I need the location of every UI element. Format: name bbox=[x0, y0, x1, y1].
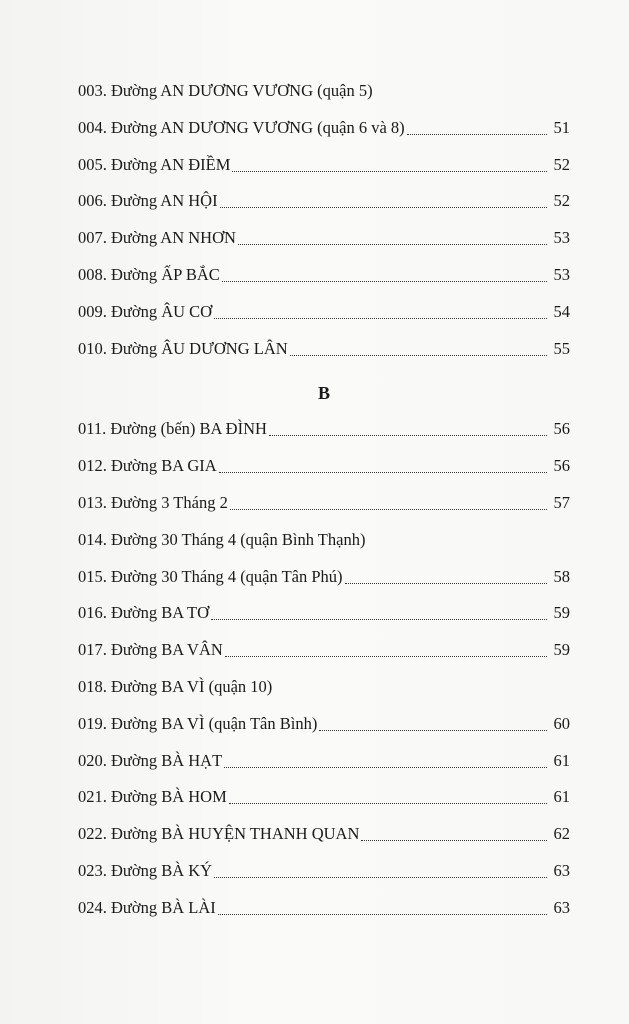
toc-entry-page-number: 53 bbox=[553, 228, 570, 248]
toc-entry-page-number: 63 bbox=[553, 897, 570, 917]
toc-entry-label: 012. Đường BA GIA bbox=[78, 456, 217, 476]
toc-entry-label: 011. Đường (bến) BA ĐÌNH bbox=[78, 419, 267, 439]
dot-leader bbox=[269, 418, 547, 436]
toc-entry bbox=[78, 301, 570, 338]
dot-leader bbox=[222, 264, 547, 282]
toc-entry bbox=[78, 750, 570, 787]
toc-entry-label: 007. Đường AN NHƠN bbox=[78, 228, 236, 248]
dot-leader bbox=[361, 823, 547, 841]
toc-entry bbox=[78, 897, 570, 934]
toc-entry-page-number: 62 bbox=[553, 824, 570, 844]
toc-entry-page-number: 59 bbox=[553, 640, 570, 660]
toc-entry-label: 009. Đường ÂU CƠ bbox=[78, 301, 213, 321]
toc-entry-label: 024. Đường BÀ LÀI bbox=[78, 897, 216, 917]
toc-entry-page-number: 59 bbox=[553, 603, 570, 623]
toc-entry bbox=[78, 713, 570, 750]
toc-entry-page-number: 51 bbox=[553, 117, 570, 137]
toc-entry bbox=[78, 338, 570, 375]
toc-entry bbox=[78, 529, 570, 566]
toc-entry bbox=[78, 602, 570, 639]
dot-leader bbox=[218, 897, 547, 915]
toc-entry bbox=[78, 227, 570, 264]
toc-entry-label: 020. Đường BÀ HẠT bbox=[78, 750, 223, 770]
toc-entry bbox=[78, 492, 570, 529]
dot-leader bbox=[230, 492, 547, 510]
dot-leader bbox=[345, 566, 547, 584]
dot-leader bbox=[238, 227, 547, 245]
toc-entry bbox=[78, 117, 570, 154]
dot-leader bbox=[407, 117, 547, 135]
toc-entry-page-number: 58 bbox=[553, 566, 570, 586]
dot-leader bbox=[319, 713, 547, 731]
toc-entry-page-number: 53 bbox=[553, 264, 570, 284]
dot-leader bbox=[214, 860, 547, 878]
toc-entry bbox=[78, 860, 570, 897]
toc-entry bbox=[78, 639, 570, 676]
toc-entry-page-number: 52 bbox=[553, 154, 570, 174]
dot-leader bbox=[224, 750, 547, 768]
toc-entry-label: 010. Đường ÂU DƯƠNG LÂN bbox=[78, 338, 288, 358]
dot-leader bbox=[211, 602, 547, 620]
section-heading: B bbox=[317, 383, 330, 404]
toc-entry-page-number: 56 bbox=[553, 419, 570, 439]
dot-leader bbox=[219, 455, 547, 473]
toc-entry-label: 003. Đường AN DƯƠNG VƯƠNG (quận 5) bbox=[78, 81, 373, 100]
dot-leader bbox=[214, 301, 547, 319]
toc-entry bbox=[78, 418, 570, 455]
toc-entry bbox=[78, 786, 570, 823]
toc-entry-label: 005. Đường AN ĐIỀM bbox=[78, 154, 231, 174]
toc-entry-page-number: 57 bbox=[553, 492, 570, 512]
dot-leader bbox=[232, 154, 547, 172]
toc-entry-label: 019. Đường BA VÌ (quận Tân Bình) bbox=[78, 713, 318, 733]
toc-entry-label: 021. Đường BÀ HOM bbox=[78, 787, 227, 807]
dot-leader bbox=[229, 786, 547, 804]
toc-entry bbox=[78, 264, 570, 301]
toc-entry-label: 018. Đường BA VÌ (quận 10) bbox=[78, 676, 273, 696]
toc-entry bbox=[78, 455, 570, 492]
toc-entry bbox=[78, 823, 570, 860]
dot-leader bbox=[220, 190, 547, 208]
toc-entry-page-number: 56 bbox=[553, 456, 570, 476]
toc-entry-label: 013. Đường 3 Tháng 2 bbox=[78, 492, 228, 512]
dot-leader bbox=[290, 338, 547, 356]
toc-entry-label: 017. Đường BA VÂN bbox=[78, 640, 223, 660]
toc-entry-page-number: 60 bbox=[553, 713, 570, 733]
toc-entry-label: 022. Đường BÀ HUYỆN THANH QUAN bbox=[78, 824, 360, 844]
toc-entry-page-number: 63 bbox=[553, 860, 570, 880]
toc-entry bbox=[78, 566, 570, 603]
toc-entry-label: 023. Đường BÀ KÝ bbox=[78, 860, 213, 880]
toc-entry bbox=[78, 676, 570, 713]
toc-entry-label: 008. Đường ẤP BẮC bbox=[78, 264, 220, 284]
toc-entry-page-number: 52 bbox=[553, 191, 570, 211]
toc-entry-label: 004. Đường AN DƯƠNG VƯƠNG (quận 6 và 8) bbox=[78, 117, 405, 137]
toc-entry bbox=[78, 154, 570, 191]
toc-entry-label: 006. Đường AN HỘI bbox=[78, 191, 218, 211]
toc-entry bbox=[78, 190, 570, 227]
toc-entry-page-number: 61 bbox=[553, 750, 570, 770]
toc-entry bbox=[78, 80, 570, 117]
dot-leader bbox=[225, 639, 547, 657]
table-of-contents bbox=[78, 80, 570, 934]
toc-entry-label: 015. Đường 30 Tháng 4 (quận Tân Phú) bbox=[78, 566, 343, 586]
toc-entry-page-number: 61 bbox=[553, 787, 570, 807]
toc-entry-page-number: 54 bbox=[553, 301, 570, 321]
toc-entry-page-number: 55 bbox=[553, 338, 570, 358]
toc-entry-label: 016. Đường BA TƠ bbox=[78, 603, 210, 623]
toc-entry-label: 014. Đường 30 Tháng 4 (quận Bình Thạnh) bbox=[78, 529, 366, 549]
